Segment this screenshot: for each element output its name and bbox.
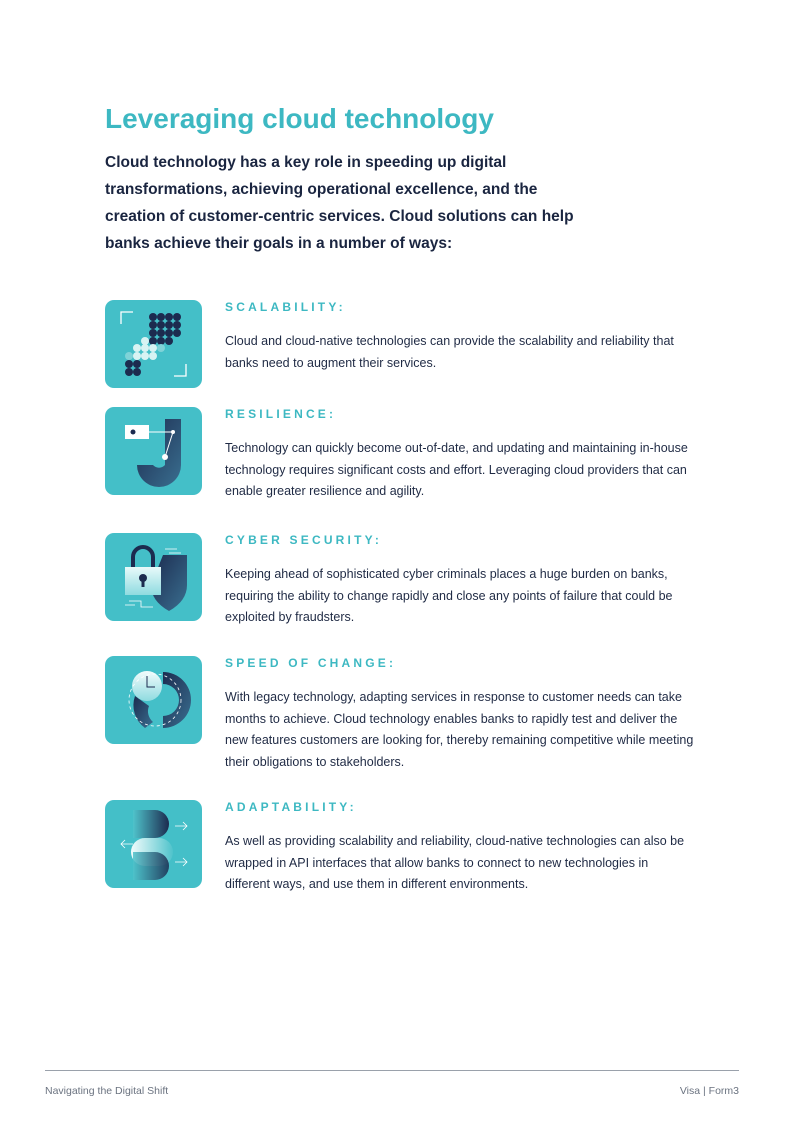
footer-publishers: Visa | Form3 bbox=[679, 1085, 739, 1097]
item-body: Technology can quickly become out-of-date, and updating and maintaining in-house technology requires significant costs and effort. Leveraging cloud providers that can enable greater resilience and agility. bbox=[225, 441, 688, 498]
intro-paragraph: Cloud technology has a key role in speeding up digital transformations, achieving operational excellence, and the creation of customer-centric services. Cloud solutions can help banks achieve their goals in a number of ways: bbox=[105, 154, 574, 252]
item-heading: CYBER SECURITY: bbox=[225, 533, 383, 547]
item-heading: ADAPTABILITY: bbox=[225, 800, 357, 814]
resilience-icon bbox=[105, 407, 202, 495]
api-connector-icon bbox=[105, 800, 202, 888]
item-heading: SPEED OF CHANGE: bbox=[225, 656, 397, 670]
page-title: Leveraging cloud technology bbox=[105, 103, 494, 134]
item-heading: RESILIENCE: bbox=[225, 407, 337, 421]
item-body: With legacy technology, adapting services in response to customer needs can take months to achieve. Cloud technology enables banks to rapidly test and deliver the new features customers are looking for, thereby remaining competitive while meeting their obligations to stakeholders. bbox=[225, 690, 694, 769]
item-body: As well as providing scalability and reliability, cloud-native technologies can also be wrapped in API interfaces that allow banks to connect to new technologies in different ways, and use them in different environments. bbox=[225, 834, 685, 891]
scalability-icon bbox=[105, 300, 202, 388]
footer-document-title: Navigating the Digital Shift bbox=[45, 1085, 169, 1097]
item-body: Keeping ahead of sophisticated cyber criminals places a huge burden on banks, requiring the ability to change rapidly and close any points of failure that could be exploited by fraudsters. bbox=[225, 567, 673, 624]
item-body: Cloud and cloud-native technologies can provide the scalability and reliability that banks need to augment their services. bbox=[225, 334, 674, 370]
footer-divider bbox=[45, 1070, 739, 1071]
item-heading: SCALABILITY: bbox=[225, 300, 346, 314]
clock-icon bbox=[105, 656, 202, 744]
padlock-shield-icon bbox=[105, 533, 202, 621]
